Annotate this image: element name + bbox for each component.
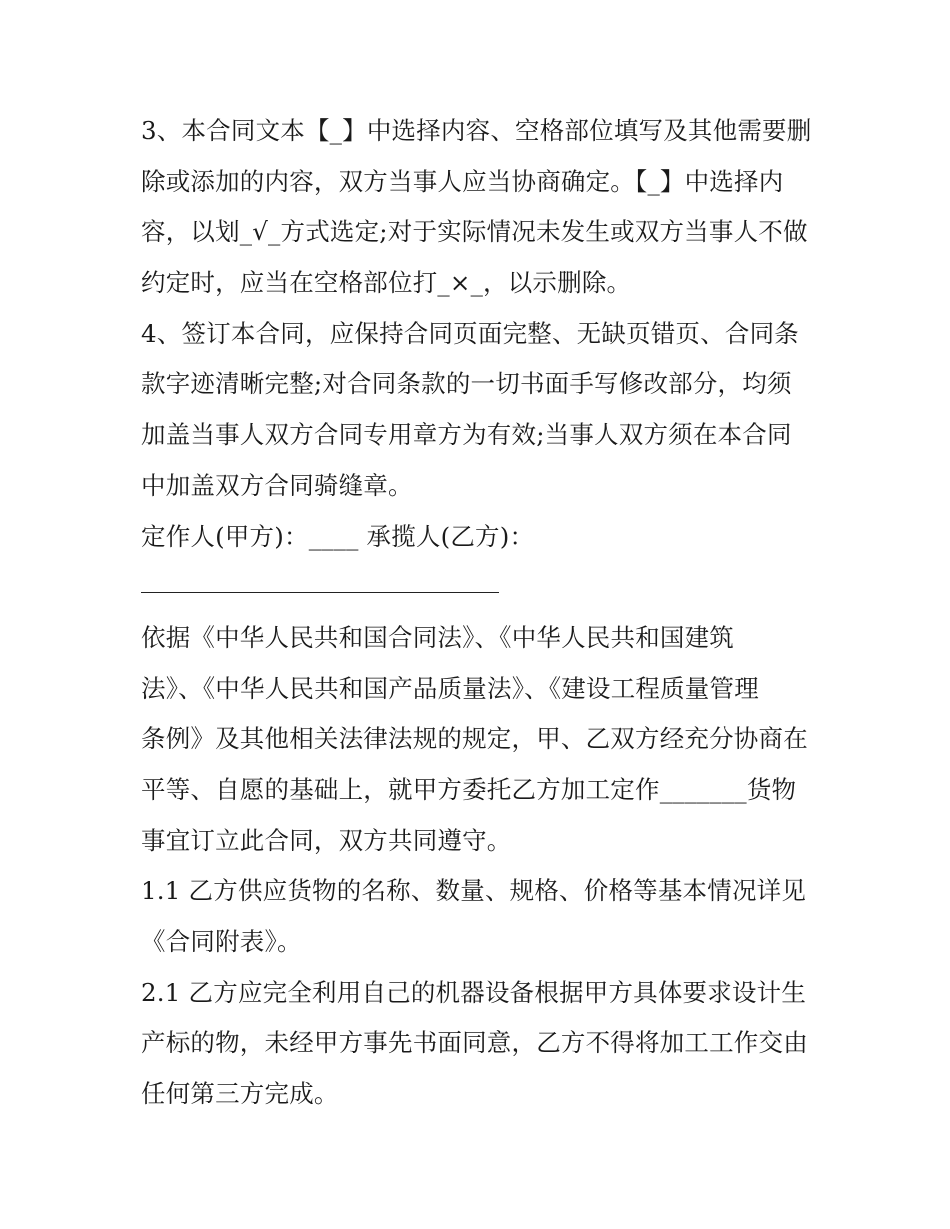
clause-4-line-1: 4、签订本合同，应保持合同页面完整、无缺页错页、合同条 bbox=[141, 318, 799, 348]
preamble-line-2: 法》、《中华人民共和国产品质量法》、《建设工程质量管理 bbox=[141, 673, 759, 703]
preamble-line-1: 依据《中华人民共和国合同法》、《中华人民共和国建筑 bbox=[141, 622, 734, 652]
clause-2-1-line-1: 2.1 乙方应完全利用自己的机器设备根据甲方具体要求设计生 bbox=[141, 977, 807, 1007]
clause-3-line-1: 3、本合同文本【_】中选择内容、空格部位填写及其他需要删 bbox=[141, 116, 812, 145]
clause-3-line-3: 容，以划_√_方式选定;对于实际情况未发生或双方当事人不做 bbox=[141, 217, 808, 247]
clause-2-1-line-2: 产标的物，未经甲方事先书面同意，乙方不得将加工工作交由 bbox=[141, 1028, 808, 1058]
clause-3-line-2: 除或添加的内容，双方当事人应当协商确定。【_】中选择内 bbox=[141, 166, 784, 196]
parties-signature-line: 定作人(甲方)：____ 承揽人(乙方)： bbox=[141, 521, 535, 551]
clause-4-line-4: 中加盖双方合同骑缝章。 bbox=[141, 470, 413, 500]
clause-1-1-line-2: 《合同附表》。 bbox=[141, 927, 302, 956]
document-page bbox=[141, 106, 821, 1120]
clause-4-line-3: 加盖当事人双方合同专用章方为有效;当事人双方须在本合同 bbox=[141, 420, 792, 450]
preamble-line-3: 条例》及其他相关法律法规的规定，甲、乙双方经充分协商在 bbox=[141, 724, 808, 754]
preamble-line-4: 平等、自愿的基础上，就甲方委托乙方加工定作_______货物 bbox=[141, 774, 797, 804]
clause-4-line-2: 款字迹清晰完整;对合同条款的一切书面手写修改部分，均须 bbox=[141, 369, 792, 399]
clause-3-line-4: 约定时，应当在空格部位打_×_，以示删除。 bbox=[141, 268, 632, 298]
clause-1-1-line-1: 1.1 乙方供应货物的名称、数量、规格、价格等基本情况详见 bbox=[141, 876, 807, 906]
signature-underline bbox=[141, 562, 821, 613]
clause-2-1-line-3: 任何第三方完成。 bbox=[141, 1079, 339, 1109]
underline-rule bbox=[141, 592, 499, 593]
preamble-line-5: 事宜订立此合同，双方共同遵守。 bbox=[141, 825, 512, 855]
